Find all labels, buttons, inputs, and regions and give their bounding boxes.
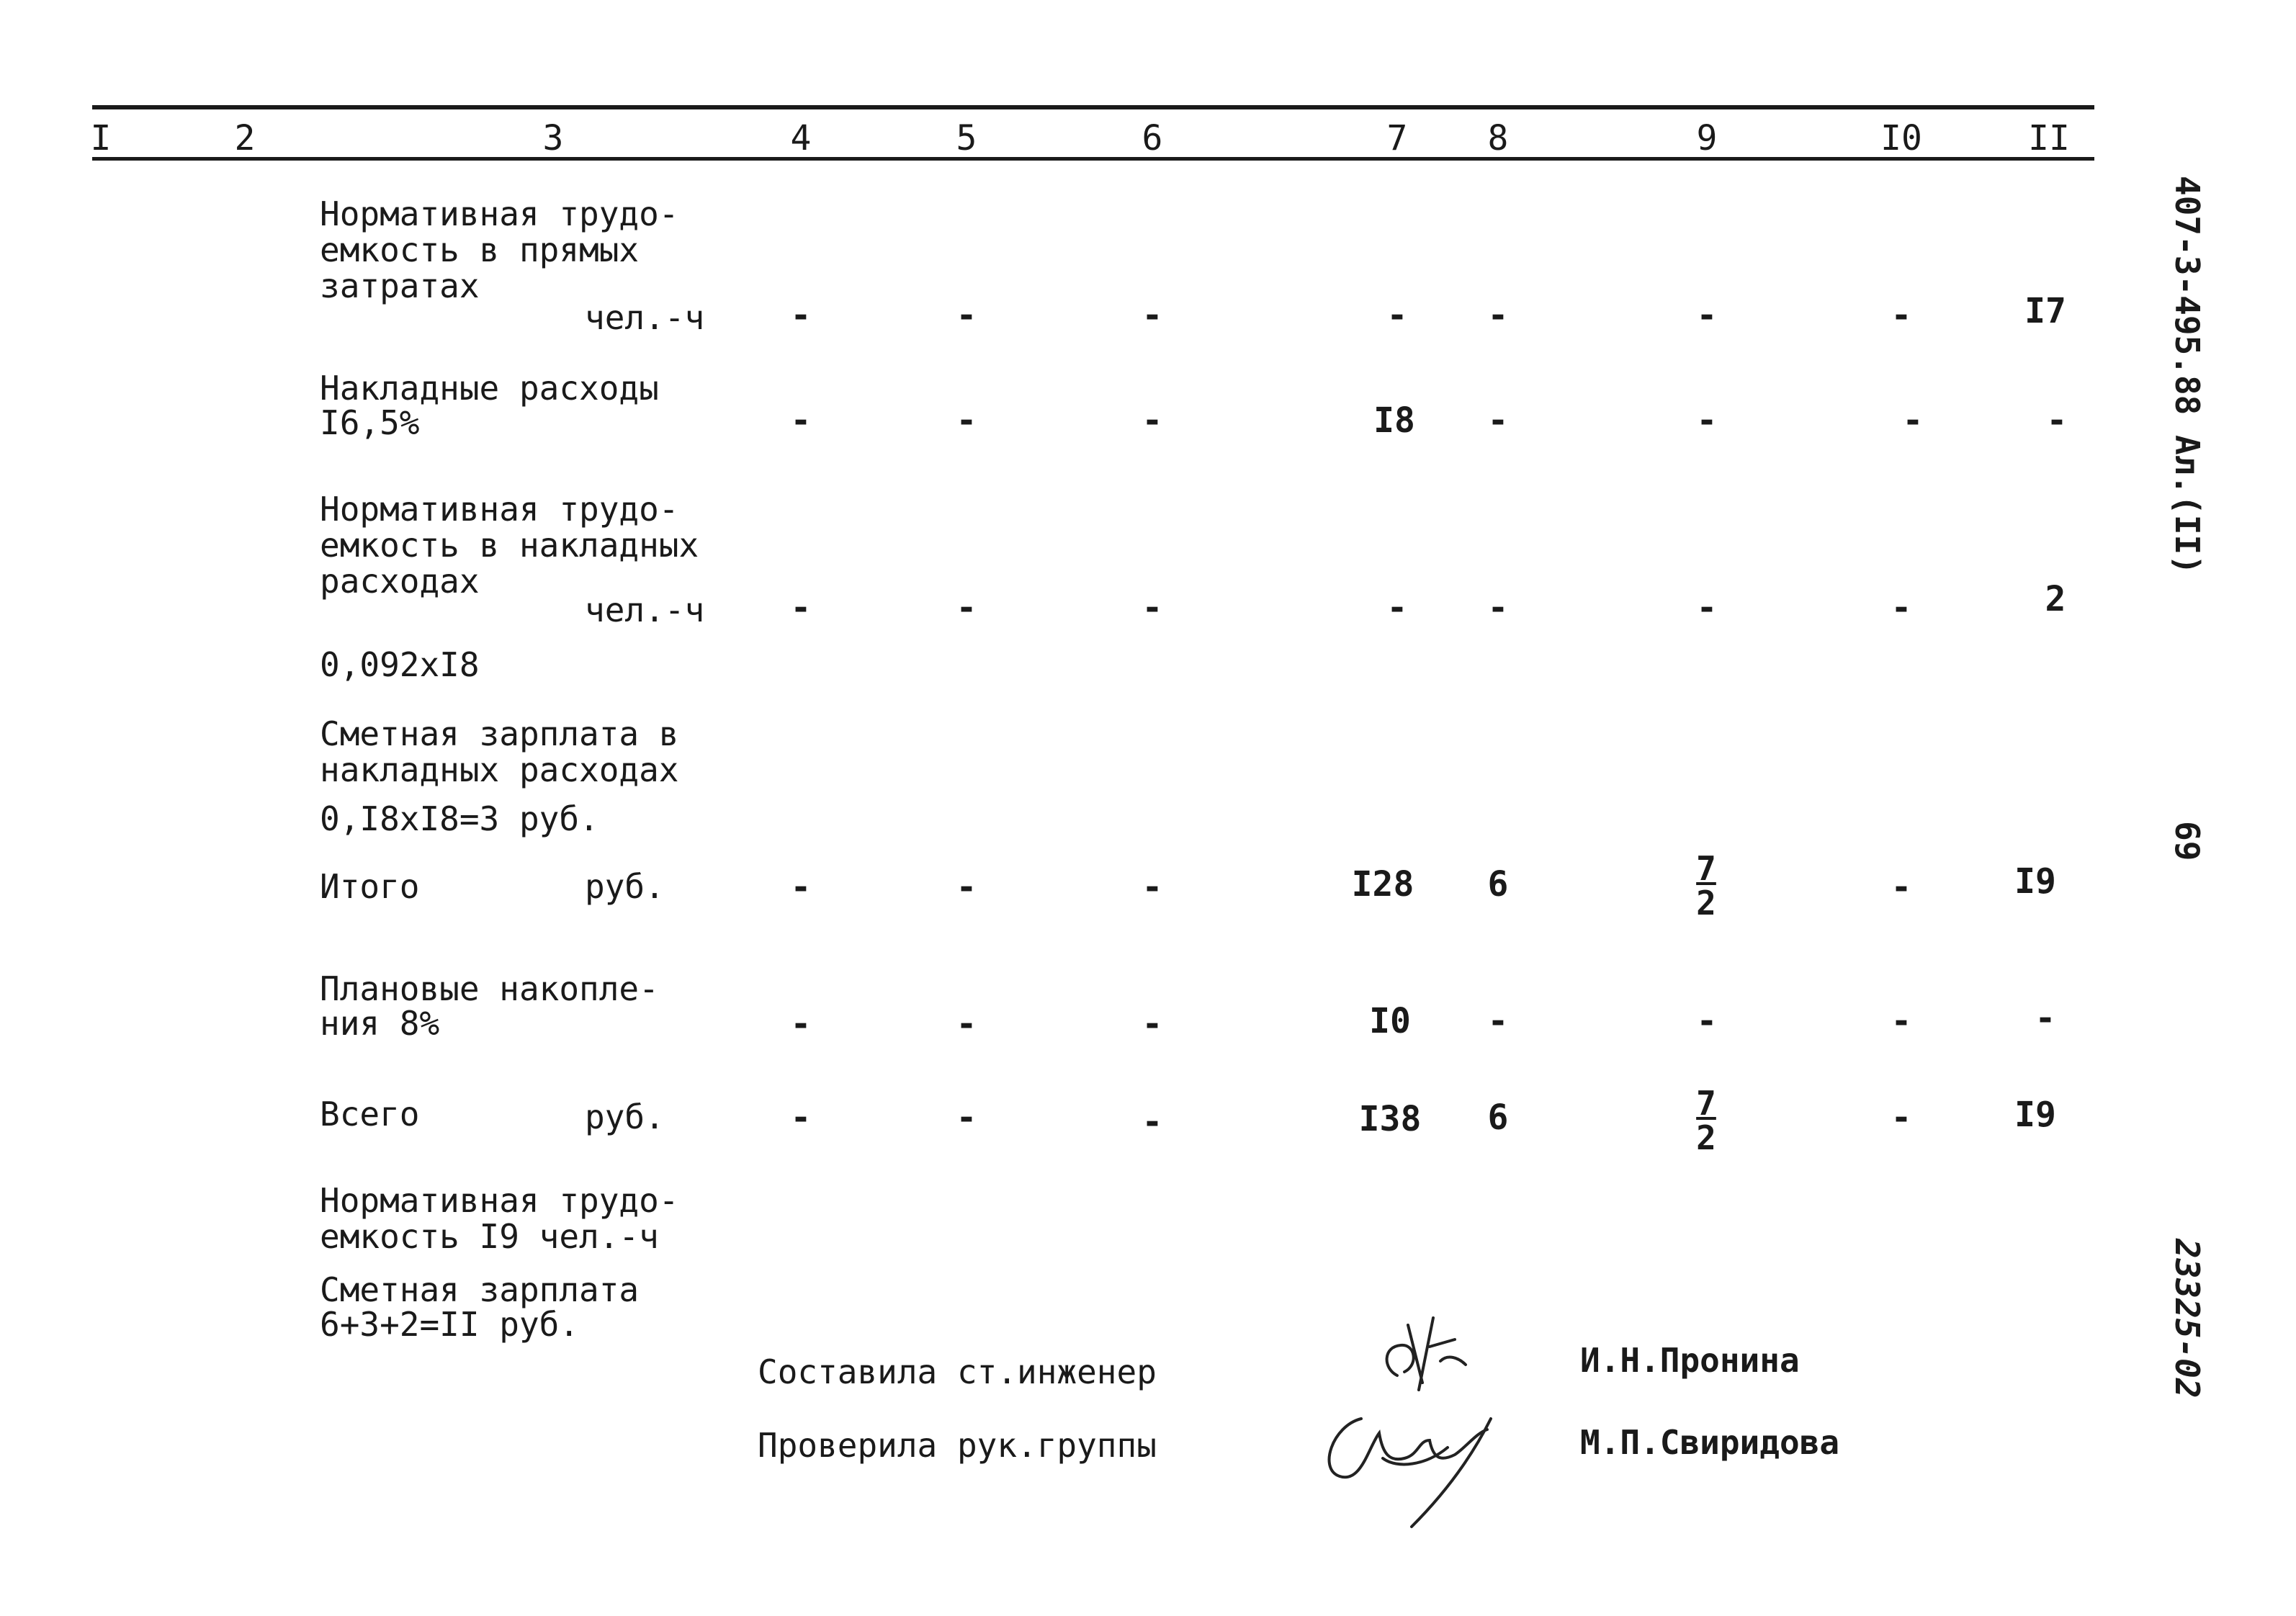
cell-col6: -: [1142, 1102, 1163, 1142]
row-label-line: затратах: [320, 266, 480, 305]
row-label-line: емкость в накладных: [320, 526, 699, 565]
signature-checked-icon: [1311, 1390, 1527, 1534]
cell-col5: -: [956, 400, 977, 441]
cell-col5: -: [956, 588, 977, 628]
cell-col11: I9: [2014, 1095, 2056, 1135]
cell-col6: -: [1142, 295, 1163, 336]
cell-col5: -: [956, 867, 977, 907]
row-label-line: Итого: [320, 867, 420, 906]
row-unit: чел.-ч: [585, 591, 705, 629]
cell-col10: -: [1891, 867, 1912, 907]
cell-col7: I28: [1351, 864, 1414, 904]
cell-col10: -: [1891, 1097, 1912, 1138]
col-head-11: II: [2028, 118, 2070, 158]
row-formula: 0,092хI8: [320, 645, 480, 684]
row-label-line: Нормативная трудо-: [320, 194, 679, 233]
header-bottom-rule: [92, 157, 2094, 161]
cell-col7: I8: [1373, 400, 1415, 441]
row-label-line: расходах: [320, 562, 480, 601]
cell-col9: -: [1696, 400, 1718, 441]
cell-col6: -: [1142, 867, 1163, 907]
cell-col4: -: [790, 588, 812, 628]
fraction-denominator: 2: [1696, 884, 1716, 923]
cell-col11: -: [2035, 998, 2056, 1038]
cell-col8: -: [1487, 295, 1509, 336]
col-head-9: 9: [1696, 118, 1718, 158]
cell-col7: -: [1386, 588, 1408, 628]
row-unit: руб.: [585, 1097, 665, 1136]
cell-col4: -: [790, 1097, 812, 1138]
header-top-rule: [92, 105, 2094, 109]
cell-col10: -: [1902, 400, 1924, 441]
cell-col10: -: [1891, 1001, 1912, 1041]
row-label-line: Плановые накопле-: [320, 969, 659, 1008]
fraction-numerator: 7: [1696, 849, 1716, 888]
row-label-line: Накладные расходы: [320, 369, 659, 408]
compiled-by-name: И.Н.Пронина: [1580, 1341, 1800, 1380]
cell-col4: -: [790, 400, 812, 441]
col-head-4: 4: [790, 118, 812, 158]
row-unit: руб.: [585, 867, 665, 906]
checked-by-label: Проверила рук.группы: [758, 1426, 1157, 1465]
fraction-col9: [1688, 1086, 1724, 1155]
row-label-line: Всего: [320, 1095, 420, 1134]
row-unit: чел.-ч: [585, 298, 705, 337]
row-label-line: ния 8%: [320, 1004, 440, 1043]
cell-col11: I7: [2024, 291, 2066, 331]
col-head-2: 2: [234, 118, 256, 158]
cell-col6: -: [1142, 588, 1163, 628]
note-line: емкость I9 чел.-ч: [320, 1217, 659, 1256]
row-label-line: Нормативная трудо-: [320, 490, 679, 529]
row-label-line: емкость в прямых: [320, 230, 640, 269]
col-head-6: 6: [1142, 118, 1163, 158]
col-head-7: 7: [1386, 118, 1408, 158]
cell-col11: I9: [2014, 861, 2056, 902]
cell-col4: -: [790, 867, 812, 907]
col-head-10: I0: [1880, 118, 1922, 158]
page-number: 69: [2168, 821, 2207, 861]
cell-col11: -: [2046, 400, 2068, 441]
cell-col8: 6: [1487, 1097, 1509, 1138]
cell-col6: -: [1142, 1004, 1163, 1044]
cell-col5: -: [956, 1004, 977, 1044]
cell-col10: -: [1891, 588, 1912, 628]
archive-number: 23325-02: [2168, 1239, 2207, 1399]
cell-col11: 2: [2045, 579, 2066, 619]
row-label-line: накладных расходах: [320, 750, 679, 789]
cell-col6: -: [1142, 400, 1163, 441]
cell-col4: -: [790, 295, 812, 336]
col-head-1: I: [90, 118, 112, 158]
col-head-8: 8: [1487, 118, 1509, 158]
fraction-denominator: 2: [1696, 1118, 1716, 1157]
cell-col9: -: [1696, 1001, 1718, 1041]
note-line: 6+3+2=II руб.: [320, 1305, 580, 1344]
cell-col8: -: [1487, 588, 1509, 628]
cell-col5: -: [956, 295, 977, 336]
cell-col10: -: [1891, 295, 1912, 336]
cell-col8: -: [1487, 400, 1509, 441]
compiled-by-label: Составила ст.инженер: [758, 1352, 1157, 1391]
cell-col7: -: [1386, 295, 1408, 336]
cell-col7: I0: [1369, 1001, 1411, 1041]
cell-col9: -: [1696, 588, 1718, 628]
row-label-line: Сметная зарплата в: [320, 714, 679, 753]
fraction-col9: [1688, 849, 1724, 923]
cell-col8: -: [1487, 1001, 1509, 1041]
cell-col9: -: [1696, 295, 1718, 336]
row-label-line: I6,5%: [320, 403, 420, 442]
col-head-3: 3: [542, 118, 564, 158]
fraction-numerator: 7: [1696, 1084, 1716, 1123]
checked-by-name: М.П.Свиридова: [1580, 1423, 1840, 1462]
note-line: Нормативная трудо-: [320, 1181, 679, 1220]
col-head-5: 5: [956, 118, 977, 158]
document-code: 407-3-495.88 Ал.(II): [2168, 176, 2207, 575]
note-line: Сметная зарплата: [320, 1270, 640, 1309]
cell-col5: -: [956, 1097, 977, 1138]
cell-col7: I38: [1358, 1099, 1422, 1139]
row-formula: 0,I8хI8=3 руб.: [320, 799, 599, 838]
cell-col4: -: [790, 1004, 812, 1044]
signature-compiled-icon: [1368, 1296, 1484, 1397]
cell-col8: 6: [1487, 864, 1509, 904]
